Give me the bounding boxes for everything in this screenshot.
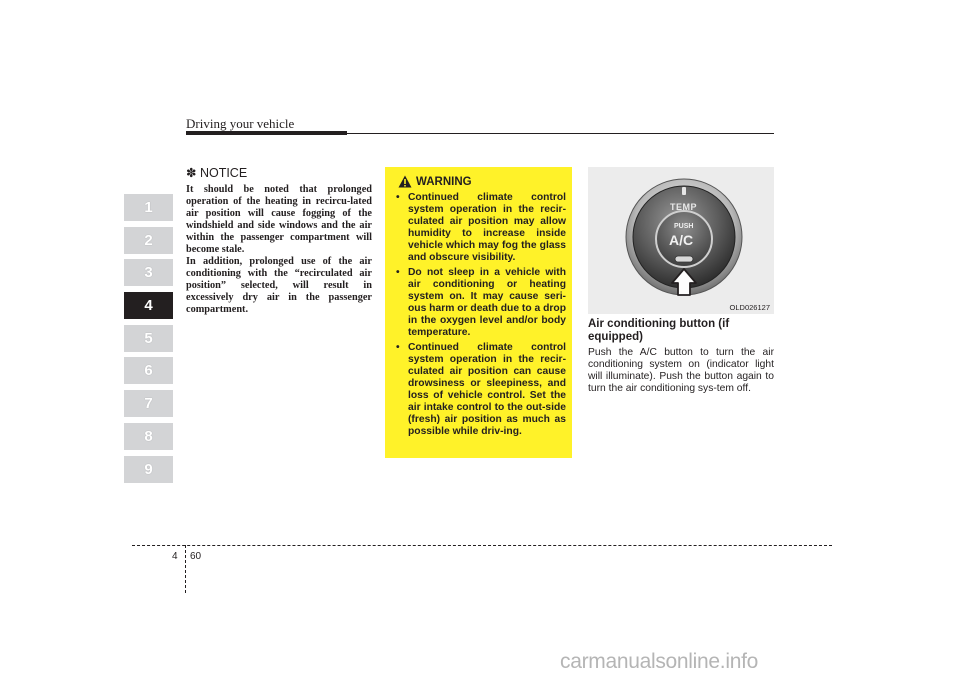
notice-block [186, 165, 372, 316]
warning-triangle-icon [398, 175, 412, 188]
warning-item: • Continued climate control system operation in the recir-culated air position may allow humidity to increase inside vehicle which may fog the glass and obscure visibility. [396, 192, 566, 263]
page-chapter-number: 4 [172, 551, 178, 562]
chapter-tab-4[interactable]: 4 [124, 292, 173, 319]
warning-box [385, 167, 572, 458]
chapter-tab-7[interactable]: 7 [124, 390, 173, 417]
knob-ac-label: A/C [669, 232, 694, 248]
header-rule [186, 133, 774, 134]
footer-rule [132, 545, 832, 546]
notice-text: It should be noted that prolonged operation of the heating in recircu-lated air position will cause fogging of the windshield and side windows and the air within the passenger compartment will become stale. In addition, prolonged use of the air conditioning with the “recirculated air position” selected, will result in excessively dry air in the passenger compartment. [186, 184, 372, 315]
watermark: carmanualsonline.info [560, 650, 758, 673]
knob-temp-label: TEMP [670, 202, 698, 212]
notice-title: ✽ NOTICE [186, 166, 248, 180]
image-code: OLD026127 [729, 303, 770, 312]
knob-push-label: PUSH [674, 223, 694, 230]
chapter-tab-1[interactable]: 1 [124, 194, 173, 221]
chapter-tab-9[interactable]: 9 [124, 456, 173, 483]
chapter-tab-6[interactable]: 6 [124, 357, 173, 384]
warning-item: • Continued climate control system operation in the recir-culated air position can cause drowsiness or sleepiness, and loss of vehicle control. Set the air intake control to the out-side (fresh) air position as much as possible while driv-ing. [396, 342, 566, 437]
ac-section-text: Push the A/C button to turn the air conditioning system on (indicator light will illuminate). Push the button again to turn the air conditioning sys-tem off. [588, 347, 774, 394]
page-header-title: Driving your vehicle [186, 116, 295, 131]
page-number: 60 [190, 551, 202, 562]
warning-list [394, 192, 566, 438]
chapter-tab-2[interactable]: 2 [124, 227, 173, 254]
footer-divider [185, 545, 186, 593]
chapter-tab-3[interactable]: 3 [124, 259, 173, 286]
chapter-tab-5[interactable]: 5 [124, 325, 173, 352]
warning-title: WARNING [416, 175, 472, 188]
ac-section-heading: Air conditioning button (if equipped) [588, 318, 730, 343]
warning-item: • Do not sleep in a vehicle with air conditioning or heating system on. It may cause seri-ous harm or death due to a drop in the oxygen level and/or body temperature. [396, 267, 566, 338]
chapter-tab-8[interactable]: 8 [124, 423, 173, 450]
chapter-tabs [124, 194, 173, 488]
ac-button-illustration [588, 167, 774, 314]
